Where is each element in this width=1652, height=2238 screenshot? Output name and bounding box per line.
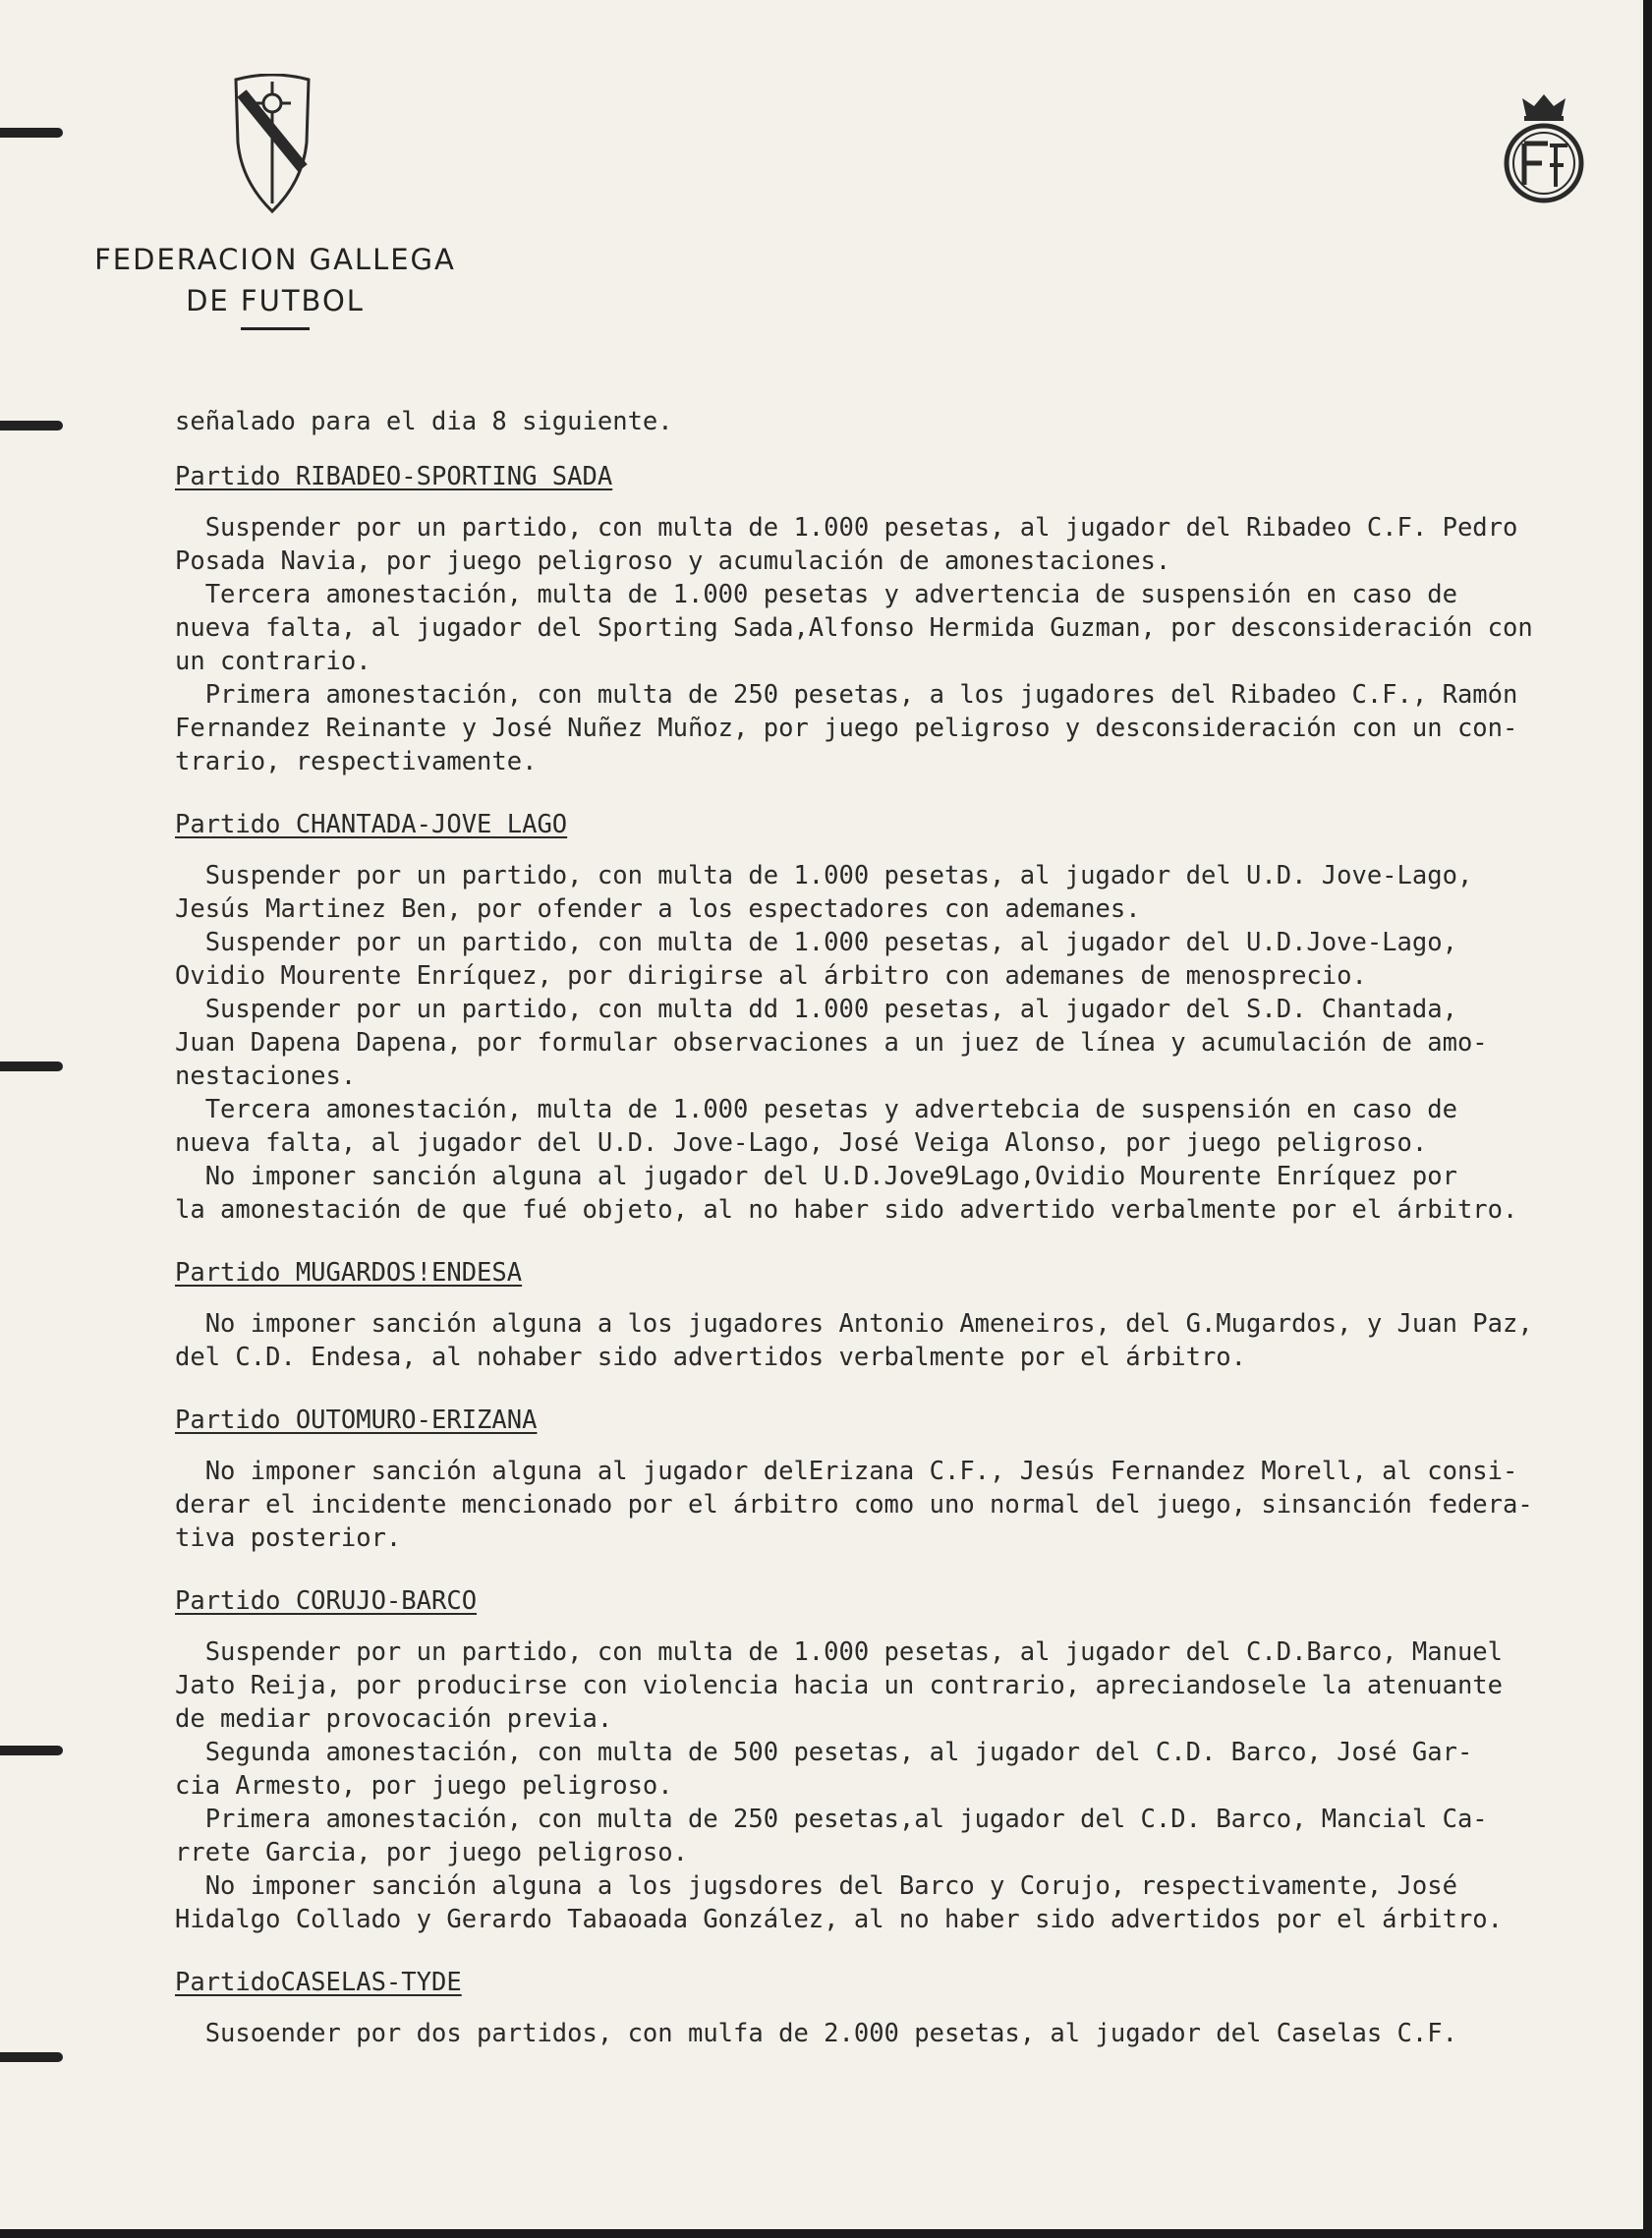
text-line: Suspender por un partido, con multa dd 1.000 pesetas, al jugador del S.D. Chantada, xyxy=(175,995,1457,1024)
section-heading: Partido RIBADEO-SPORTING SADA xyxy=(175,462,613,491)
text-line: Juan Dapena Dapena, por formular observaciones a un juez de línea y acumulación de amo- xyxy=(175,1028,1488,1058)
section-heading: Partido CHANTADA-JOVE LAGO xyxy=(175,810,568,839)
text-line: nueva falta, al jugador del Sporting Sada,Alfonso Hermida Guzman, por desconsideración con xyxy=(175,613,1533,643)
section-mugardos-endesa xyxy=(175,1256,1639,1374)
section-ribadeo-sporting-sada xyxy=(175,460,1639,778)
scan-edge-right xyxy=(1643,0,1652,2238)
text-line: Hidalgo Collado y Gerardo Tabaoada González, al no haber sido advertidos por el árbitro. xyxy=(175,1905,1504,1934)
text-line: Posada Navia, por juego peligroso y acumulación de amonestaciones. xyxy=(175,546,1171,576)
text-line: Primera amonestación, con multa de 250 pesetas, a los jugadores del Ribadeo C.F., Ramón xyxy=(175,680,1518,710)
text-line: del C.D. Endesa, al nohaber sido advertidos verbalmente por el árbitro. xyxy=(175,1343,1247,1372)
text-line: Jesús Martinez Ben, por ofender a los espectadores con ademanes. xyxy=(175,894,1141,924)
text-line: derar el incidente mencionado por el árbitro como uno normal del juego, sinsanción federa- xyxy=(175,1490,1533,1520)
text-line: nestaciones. xyxy=(175,1062,357,1091)
text-line: Suspender por un partido, con multa de 1.000 pesetas, al jugador del C.D.Barco, Manuel xyxy=(175,1637,1504,1667)
binder-hole-mark xyxy=(0,1062,63,1071)
text-line: cia Armesto, por juego peligroso. xyxy=(175,1771,673,1801)
section-chantada-jove-lago xyxy=(175,808,1639,1227)
text-line: tiva posterior. xyxy=(175,1523,402,1553)
text-line: Susoender por dos partidos, con mulfa de 2.000 pesetas, al jugador del Caselas C.F. xyxy=(175,2019,1457,2048)
text-line: la amonestación de que fué objeto, al no haber sido advertido verbalmente por el árbitro. xyxy=(175,1195,1518,1225)
text-line: No imponer sanción alguna a los jugsdores del Barco y Corujo, respectivamente, José xyxy=(175,1871,1457,1901)
royal-crown-fef-emblem-icon xyxy=(1499,90,1589,206)
text-line: Tercera amonestación, multa de 1.000 pesetas y advertencia de suspensión en caso de xyxy=(175,580,1457,609)
org-name-line1: FEDERACION GALLEGA xyxy=(94,243,456,276)
text-line: Segunda amonestación, con multa de 500 pesetas, al jugador del C.D. Barco, José Gar- xyxy=(175,1738,1473,1767)
section-outomuro-erizana xyxy=(175,1404,1639,1555)
organization-name xyxy=(59,239,491,321)
section-heading: Partido MUGARDOS!ENDESA xyxy=(175,1258,523,1288)
section-heading: PartidoCASELAS-TYDE xyxy=(175,1968,462,1997)
text-line: un contrario. xyxy=(175,647,371,676)
binder-hole-mark xyxy=(0,128,63,138)
section-corujo-barco xyxy=(175,1584,1639,1936)
text-line: trario, respectivamente. xyxy=(175,747,538,776)
text-line: Tercera amonestación, multa de 1.000 pesetas y advertebcia de suspensión en caso de xyxy=(175,1095,1457,1124)
binder-hole-mark xyxy=(0,421,63,430)
text-line: No imponer sanción alguna al jugador delErizana C.F., Jesús Fernandez Morell, al consi- xyxy=(175,1457,1518,1486)
org-name-line2: DE FUTBOL xyxy=(186,284,365,317)
header-divider xyxy=(241,327,310,330)
text-line: Primera amonestación, con multa de 250 pesetas,al jugador del C.D. Barco, Mancial Ca- xyxy=(175,1805,1488,1834)
text-line: No imponer sanción alguna al jugador del U.D.Jove9Lago,Ovidio Mourente Enríquez por xyxy=(175,1162,1457,1191)
scan-edge-bottom xyxy=(0,2229,1652,2238)
section-caselas-tyde xyxy=(175,1966,1639,2050)
document-body xyxy=(175,405,1639,2080)
text-line: nueva falta, al jugador del U.D. Jove-Lago, José Veiga Alonso, por juego peligroso. xyxy=(175,1128,1428,1158)
text-line: Jato Reija, por producirse con violencia hacia un contrario, apreciandosele la atenuante xyxy=(175,1671,1504,1700)
section-heading: Partido CORUJO-BARCO xyxy=(175,1586,478,1616)
section-heading: Partido OUTOMURO-ERIZANA xyxy=(175,1406,538,1435)
text-line: No imponer sanción alguna a los jugadores Antonio Ameneiros, del G.Mugardos, y Juan Paz, xyxy=(175,1309,1533,1339)
text-line: Fernandez Reinante y José Nuñez Muñoz, por juego peligroso y desconsideración con un con- xyxy=(175,714,1518,743)
binder-hole-mark xyxy=(0,2052,63,2062)
text-line: Ovidio Mourente Enríquez, por dirigirse al árbitro con ademanes de menosprecio. xyxy=(175,961,1367,991)
text-line: Suspender por un partido, con multa de 1.000 pesetas, al jugador del Ribadeo C.F. Pedro xyxy=(175,513,1518,543)
text-line: rrete Garcia, por juego peligroso. xyxy=(175,1838,688,1867)
text-line: de mediar provocación previa. xyxy=(175,1704,613,1734)
intro-line: señalado para el dia 8 siguiente. xyxy=(175,407,673,436)
text-line: Suspender por un partido, con multa de 1.000 pesetas, al jugador del U.D. Jove-Lago, xyxy=(175,861,1473,890)
text-line: Suspender por un partido, con multa de 1.000 pesetas, al jugador del U.D.Jove-Lago, xyxy=(175,928,1457,957)
binder-hole-mark xyxy=(0,1746,63,1755)
federacion-gallega-shield-icon xyxy=(228,74,316,216)
